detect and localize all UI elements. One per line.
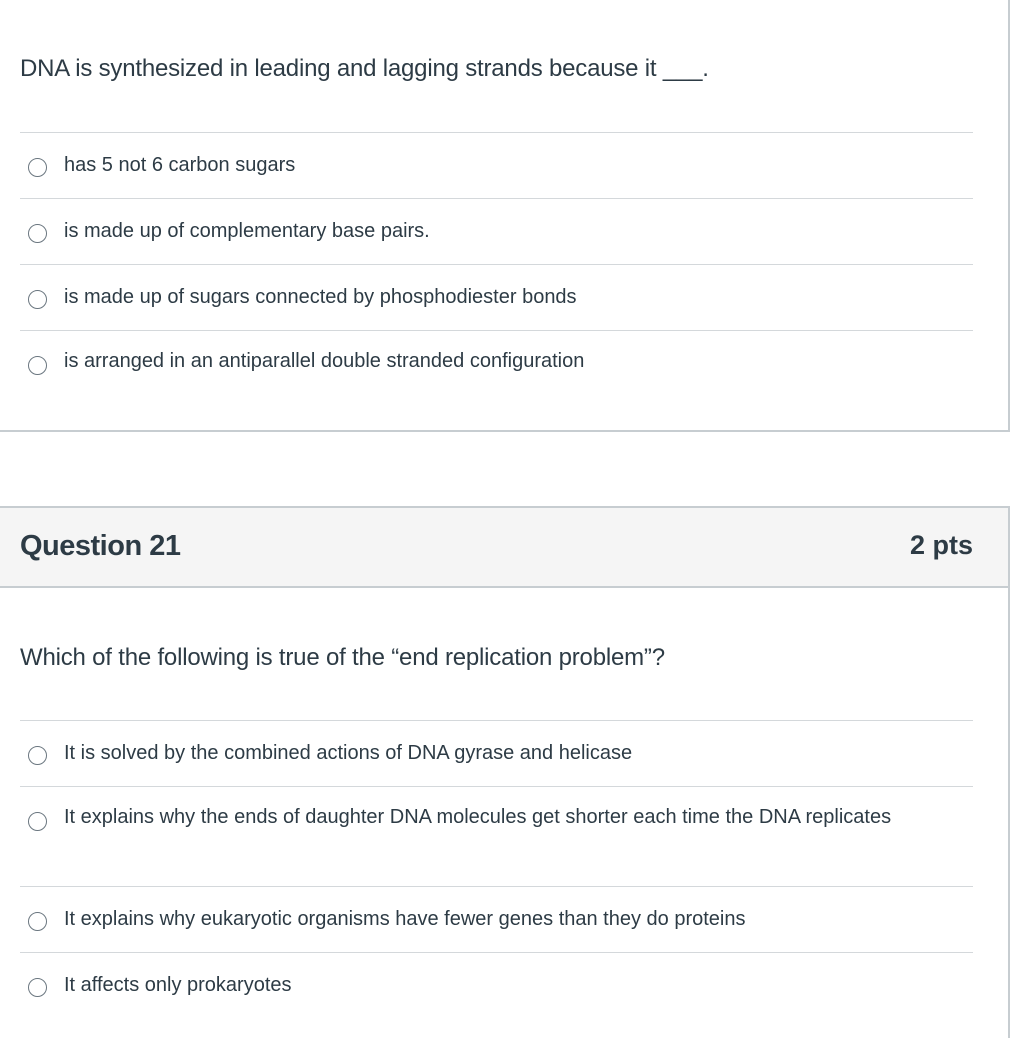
answer-label: is arranged in an antiparallel double stranded configuration [64,350,585,372]
question-20-card [0,0,1010,432]
question-20-text: DNA is synthesized in leading and lagging strands because it ___. [20,55,709,82]
radio-button[interactable] [28,224,47,243]
question-21-card [0,506,1010,1038]
answer-option[interactable] [20,886,973,952]
radio-button[interactable] [28,356,47,375]
answer-label: It is solved by the combined actions of DNA gyrase and helicase [64,742,633,764]
answer-option[interactable] [20,786,973,886]
radio-button[interactable] [28,290,47,309]
answer-label: It explains why eukaryotic organisms have fewer genes than they do proteins [64,908,746,930]
question-20-answers [20,132,973,396]
radio-button[interactable] [28,912,47,931]
answer-label: has 5 not 6 carbon sugars [64,154,296,176]
points-label: 2 pts [909,530,973,560]
answer-label: is made up of sugars connected by phosphodiester bonds [64,286,577,308]
question-21-answers [20,720,973,1018]
answer-label: It explains why the ends of daughter DNA molecules get shorter each time the DNA replicates [64,806,892,828]
radio-button[interactable] [28,812,47,831]
answer-option[interactable] [20,264,973,330]
answer-label: is made up of complementary base pairs. [64,220,430,242]
question-title: Question 21 [20,530,181,562]
question-21-text: Which of the following is true of the “end replication problem”? [20,644,665,671]
answer-option[interactable] [20,132,973,198]
radio-button[interactable] [28,158,47,177]
answer-option[interactable] [20,952,973,1018]
question-header [0,508,1008,588]
answer-label: It affects only prokaryotes [64,974,292,996]
answer-option[interactable] [20,720,973,786]
radio-button[interactable] [28,978,47,997]
answer-option[interactable] [20,198,973,264]
radio-button[interactable] [28,746,47,765]
answer-option[interactable] [20,330,973,396]
